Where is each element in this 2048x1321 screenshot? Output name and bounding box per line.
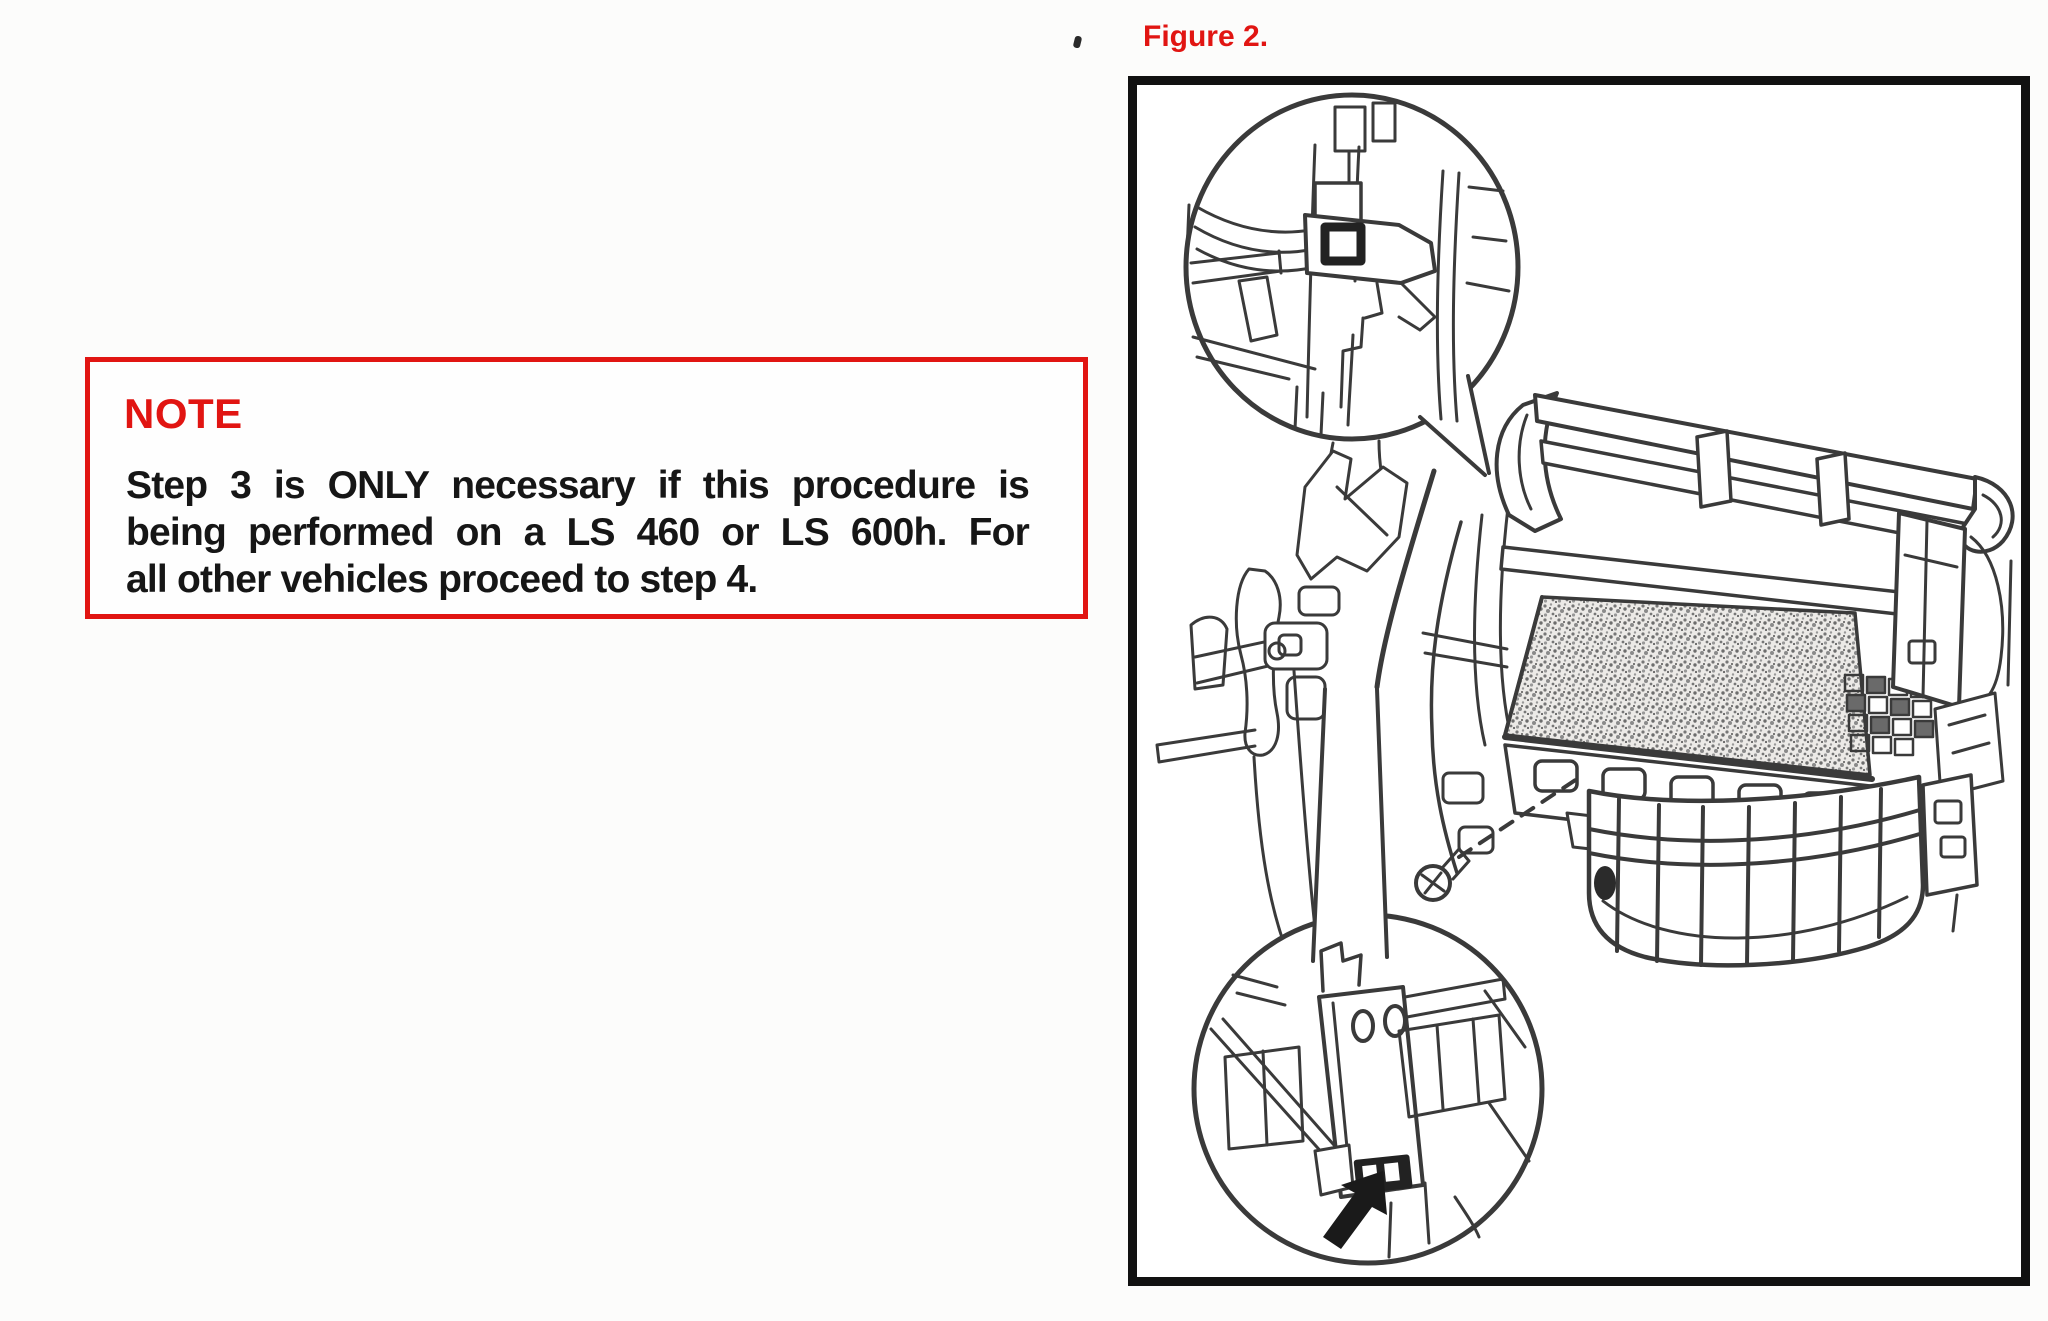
stray-mark xyxy=(1073,35,1083,48)
note-title-text: NOTE xyxy=(124,390,243,437)
callout-circle-bottom xyxy=(1194,689,1542,1263)
callout-circle-top xyxy=(1186,95,1518,475)
mounting-screw xyxy=(1416,779,1577,900)
note-box xyxy=(85,357,1088,619)
filter-stipple xyxy=(1505,597,1870,775)
note-body xyxy=(126,462,1029,603)
figure-illustration xyxy=(1137,85,2021,1277)
note-title xyxy=(124,392,1083,436)
blower-motor-drum xyxy=(1589,775,1977,965)
figure-label: Figure 2. xyxy=(1143,20,1269,53)
note-body-line: being performed on a LS 460 or LS 600h. For xyxy=(126,511,1029,554)
figure-frame xyxy=(1128,76,2030,1286)
note-body-line: Step 3 is ONLY necessary if this procedure is xyxy=(126,464,1029,507)
note-body-line: all other vehicles proceed to step 4. xyxy=(126,558,758,601)
